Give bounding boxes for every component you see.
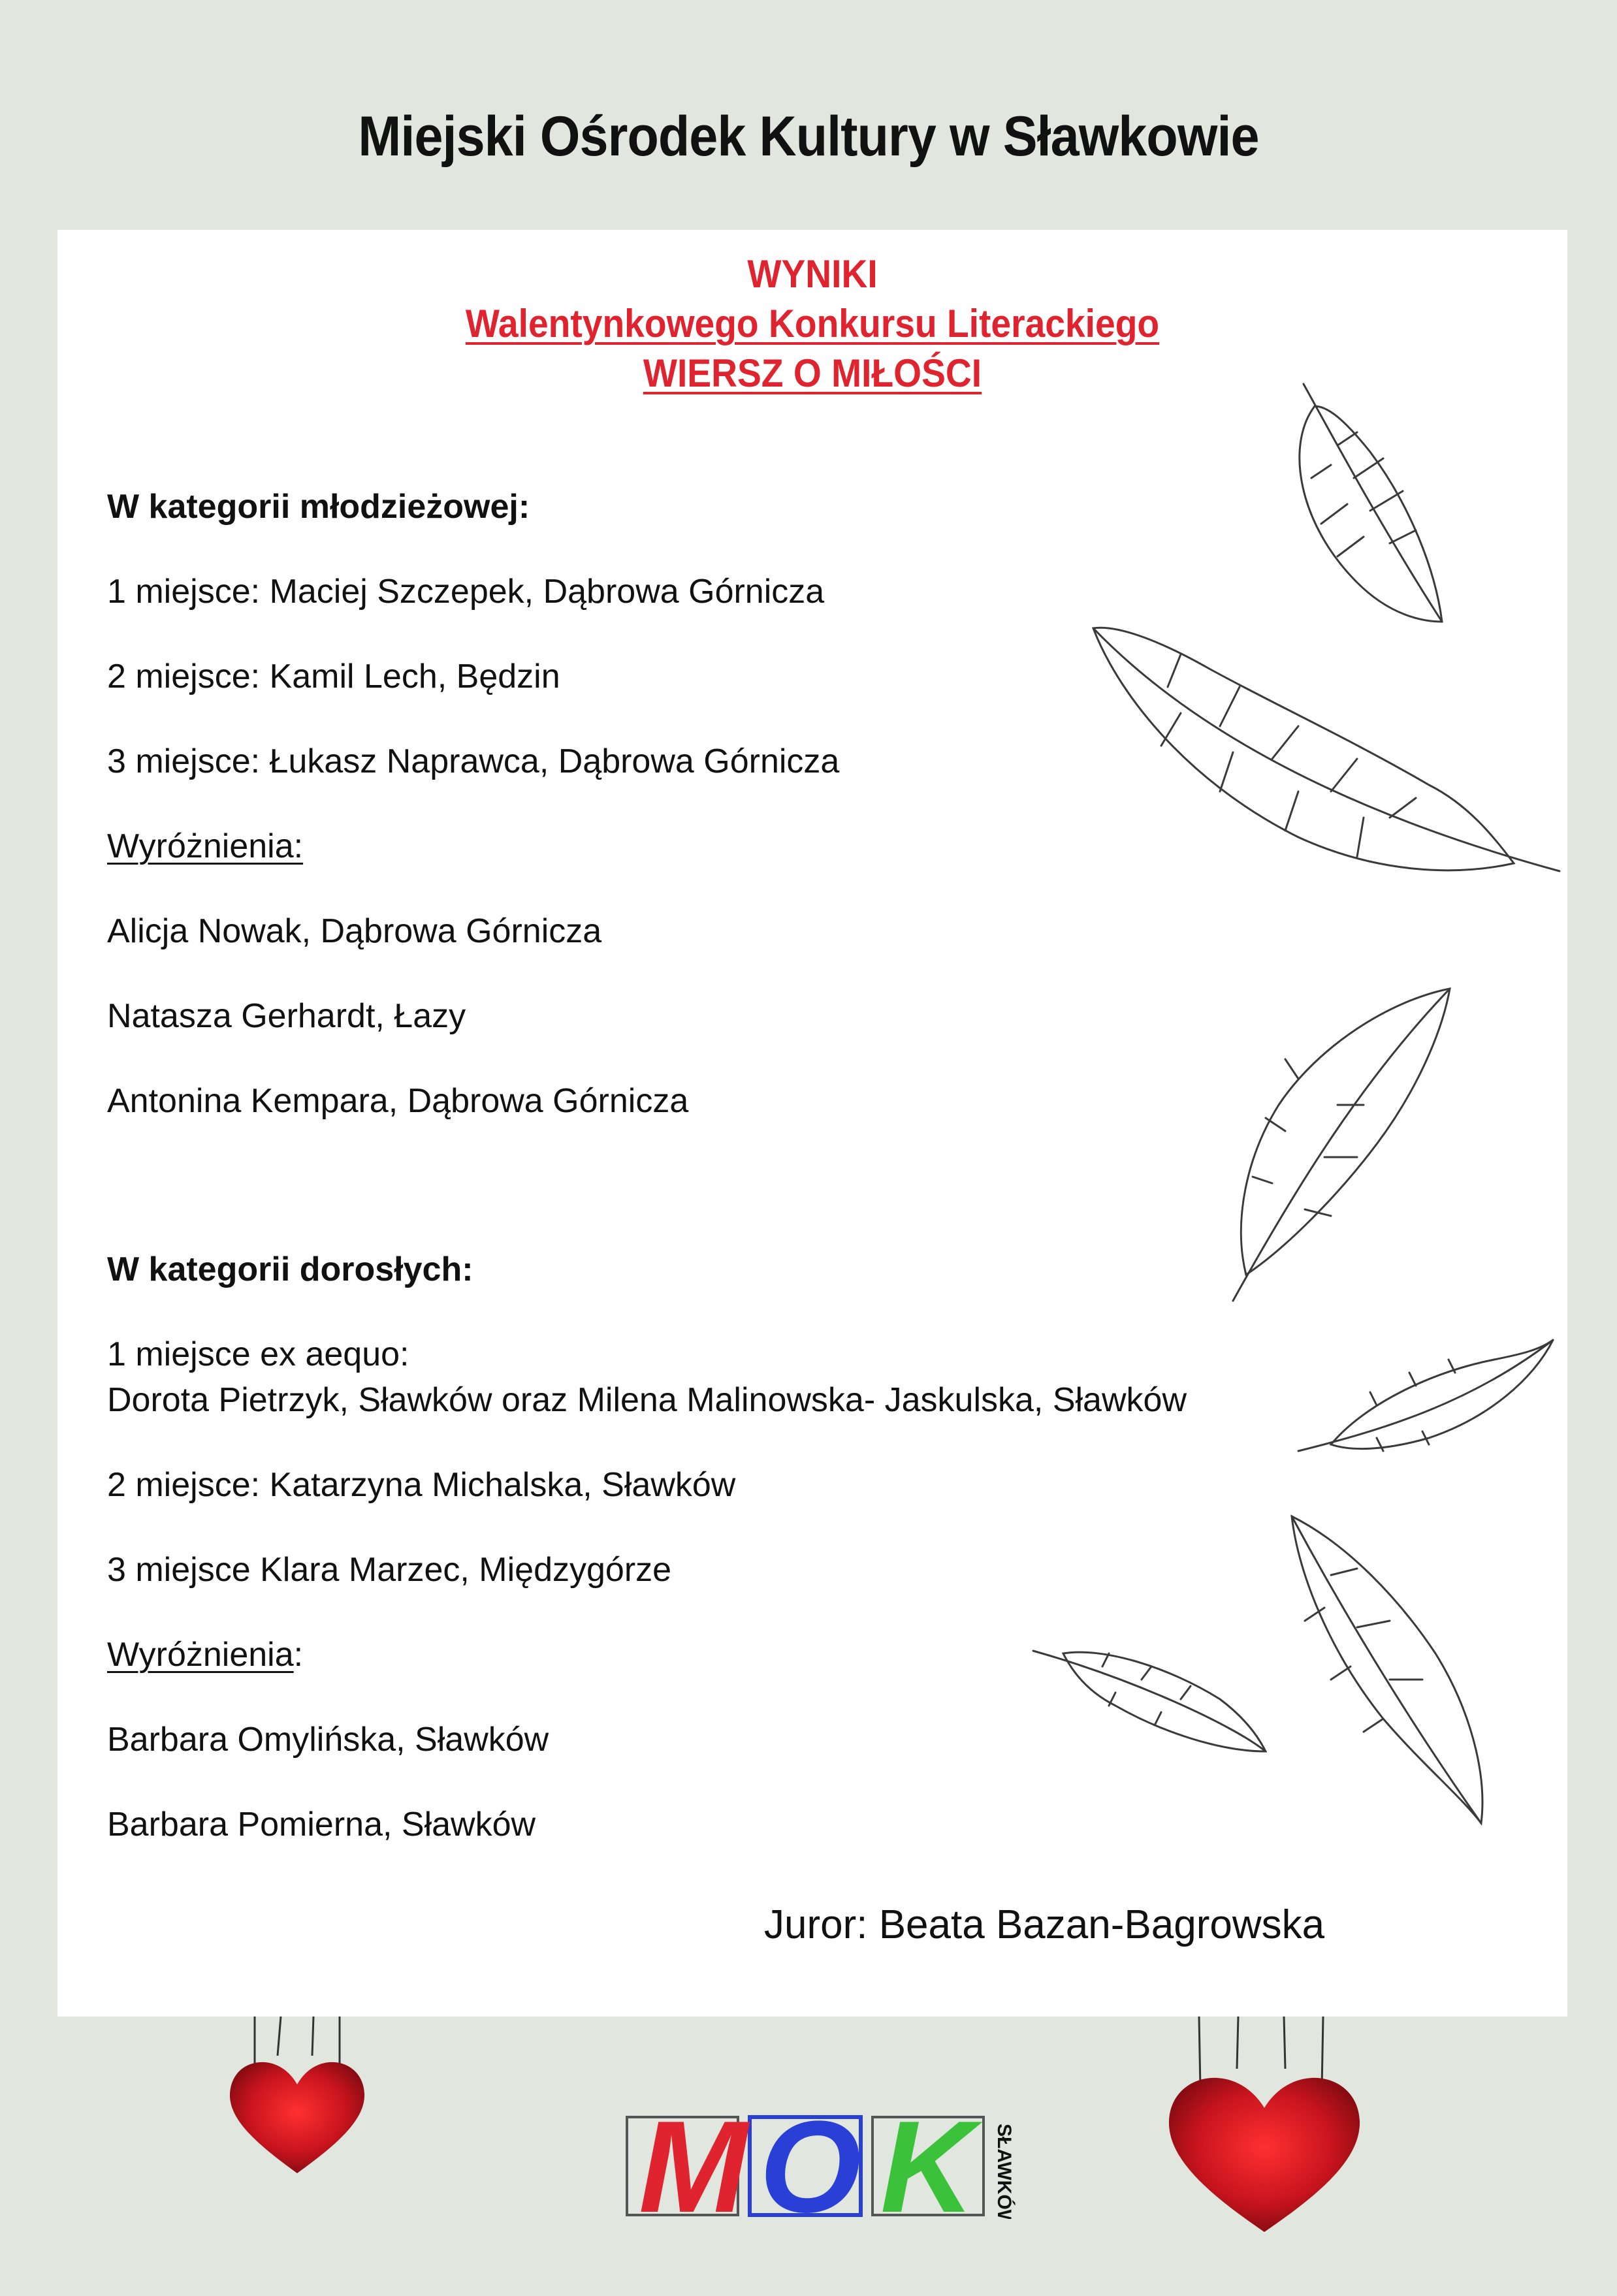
mok-logo xyxy=(626,2097,1031,2219)
results-titles xyxy=(57,249,1567,398)
adults-place-3: 3 miejsce Klara Marzec, Międzygórze xyxy=(107,1551,672,1589)
feather-icon xyxy=(1300,384,1442,622)
youth-distinctions-label-text: Wyróżnienia: xyxy=(107,827,304,865)
heart-left-icon xyxy=(222,2017,372,2180)
youth-heading: W kategorii młodzieżowej: xyxy=(107,488,530,526)
logo-letter-m: M xyxy=(639,2097,748,2219)
logo-letter-k: K xyxy=(880,2097,975,2219)
youth-distinction-2: Natasza Gerhardt, Łazy xyxy=(107,997,466,1035)
page-title: Miejski Ośrodek Kultury w Sławkowie xyxy=(358,105,1259,168)
youth-place-1: 1 miejsce: Maciej Szczepek, Dąbrowa Górnicza xyxy=(107,573,825,611)
adults-place-1-names: Dorota Pietrzyk, Sławków oraz Milena Malinowska- Jaskulska, Sławków xyxy=(107,1381,1187,1419)
juror: Juror: Beata Bazan-Bagrowska xyxy=(764,1902,1325,1947)
youth-distinction-3: Antonina Kempara, Dąbrowa Górnicza xyxy=(107,1082,689,1120)
logo-side-text: SŁAWKÓW xyxy=(993,2124,1015,2219)
contest-title: Walentynkowego Konkursu Literackiego xyxy=(465,302,1160,345)
logo-letter-o: O xyxy=(760,2097,861,2219)
youth-place-2: 2 miejsce: Kamil Lech, Będzin xyxy=(107,658,560,695)
youth-distinction-1: Alicja Nowak, Dąbrowa Górnicza xyxy=(107,912,602,950)
results-card xyxy=(57,230,1567,2017)
adults-distinction-2: Barbara Pomierna, Sławków xyxy=(107,1806,536,1843)
feather-icon xyxy=(1033,1651,1266,1751)
adults-distinction-1: Barbara Omylińska, Sławków xyxy=(107,1721,549,1759)
adults-heading: W kategorii dorosłych: xyxy=(107,1251,473,1288)
adults-distinctions-label xyxy=(107,1634,303,1676)
contest-subtitle: WIERSZ O MIŁOŚCI xyxy=(643,351,982,395)
feather-icon xyxy=(1233,989,1450,1301)
youth-distinctions-label xyxy=(107,825,303,867)
youth-place-3: 3 miejsce: Łukasz Naprawca, Dąbrowa Górnicza xyxy=(107,742,840,780)
results-heading: WYNIKI xyxy=(747,252,878,296)
adults-distinctions-colon: : xyxy=(293,1636,304,1674)
feather-icon xyxy=(1292,1516,1482,1823)
feather-icon xyxy=(1093,628,1560,871)
feather-icon xyxy=(1298,1340,1553,1451)
adults-place-2: 2 miejsce: Katarzyna Michalska, Sławków xyxy=(107,1466,736,1504)
adults-distinctions-label-text: Wyróżnienia xyxy=(107,1636,294,1674)
mok-logo-graphic xyxy=(626,2097,1031,2219)
adults-place-1-label: 1 miejsce ex aequo: xyxy=(107,1335,409,1373)
heart-right-icon xyxy=(1160,2017,1369,2239)
